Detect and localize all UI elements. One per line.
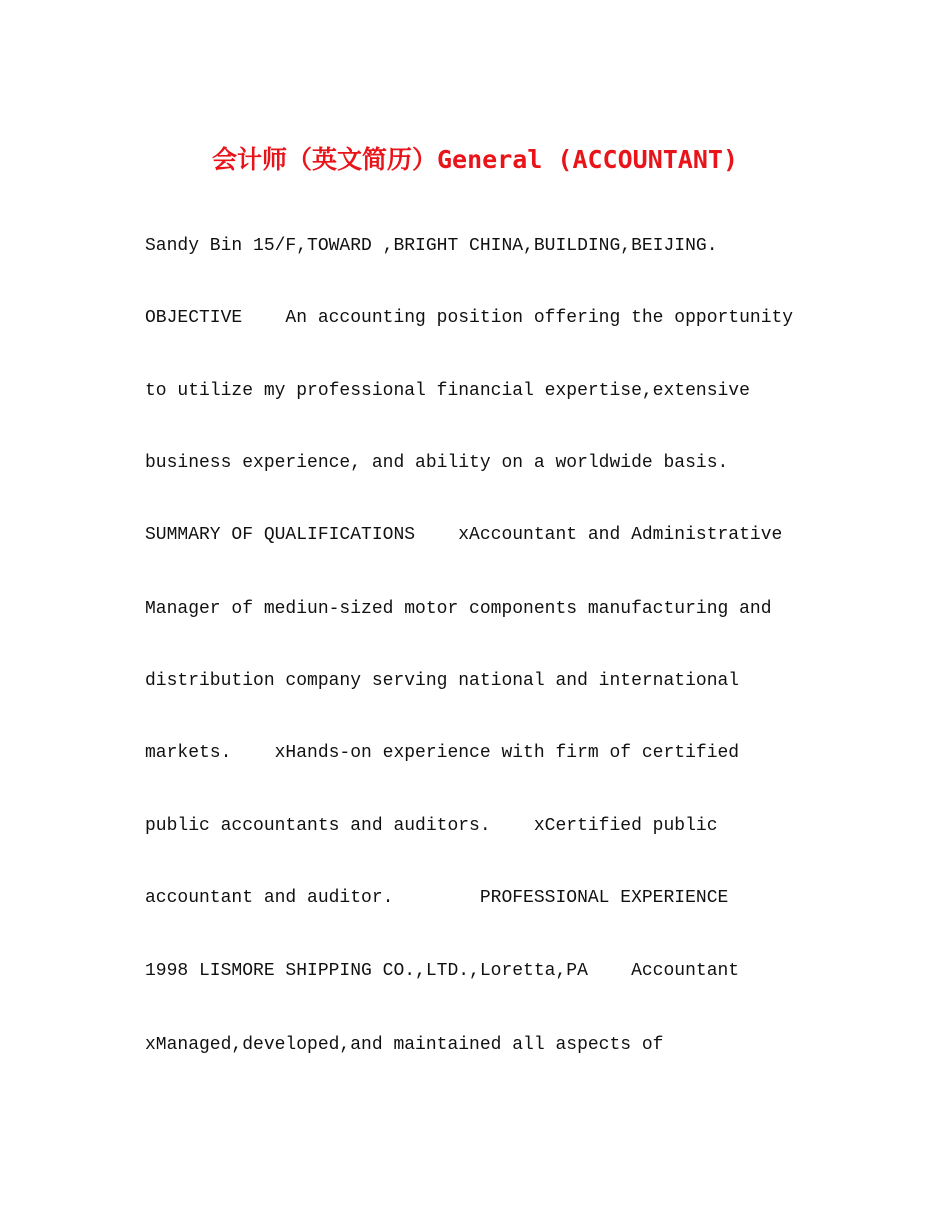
text-line: xManaged,developed,and maintained all aspects of [145,1035,664,1055]
text-line: 1998 LISMORE SHIPPING CO.,LTD.,Loretta,PA Accountant [145,961,740,981]
text-line-objective: OBJECTIVE An accounting position offering the opportunity [145,308,794,328]
text-line: to utilize my professional financial expertise,extensive [145,381,750,401]
text-line: distribution company serving national and international [145,671,740,691]
text-line-contact: Sandy Bin 15/F,TOWARD ,BRIGHT CHINA,BUILDING,BEIJING. [145,236,718,256]
text-line-summary: SUMMARY OF QUALIFICATIONS xAccountant and Administrative [145,525,783,545]
text-line: Manager of mediun-sized motor components manufacturing and [145,599,772,619]
text-line: business experience, and ability on a worldwide basis. [145,453,729,473]
text-line-experience: accountant and auditor. PROFESSIONAL EXPERIENCE [145,888,729,908]
text-line: markets. xHands-on experience with firm of certified [145,743,740,763]
document-title: 会计师（英文简历）General (ACCOUNTANT) [211,145,739,174]
text-line: public accountants and auditors. xCertified public [145,816,718,836]
